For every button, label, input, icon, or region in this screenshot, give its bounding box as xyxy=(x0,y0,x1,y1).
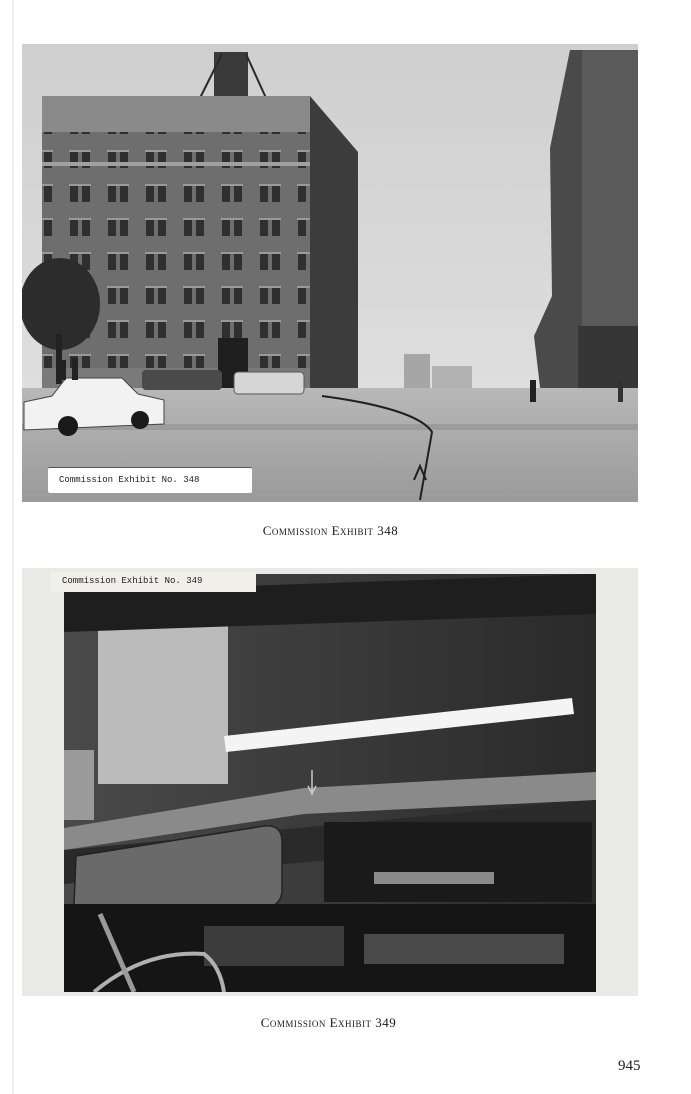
exhibit-349-caption-text: Commission Exhibit 349 xyxy=(260,1015,397,1030)
exhibit-349-caption xyxy=(0,1015,674,1031)
page-number: 945 xyxy=(618,1058,641,1074)
exhibit-348-label: Commission Exhibit No. 348 xyxy=(48,467,252,493)
depository-building xyxy=(42,96,358,390)
page-edge xyxy=(12,0,14,1094)
exhibit-349-label: Commission Exhibit No. 349 xyxy=(50,572,256,592)
exhibit-348-caption xyxy=(0,523,676,539)
exhibit-348-photo xyxy=(22,44,638,502)
exhibit-348-caption-text: Commission Exhibit 348 xyxy=(262,523,399,538)
exhibit-349-photo xyxy=(64,574,596,992)
